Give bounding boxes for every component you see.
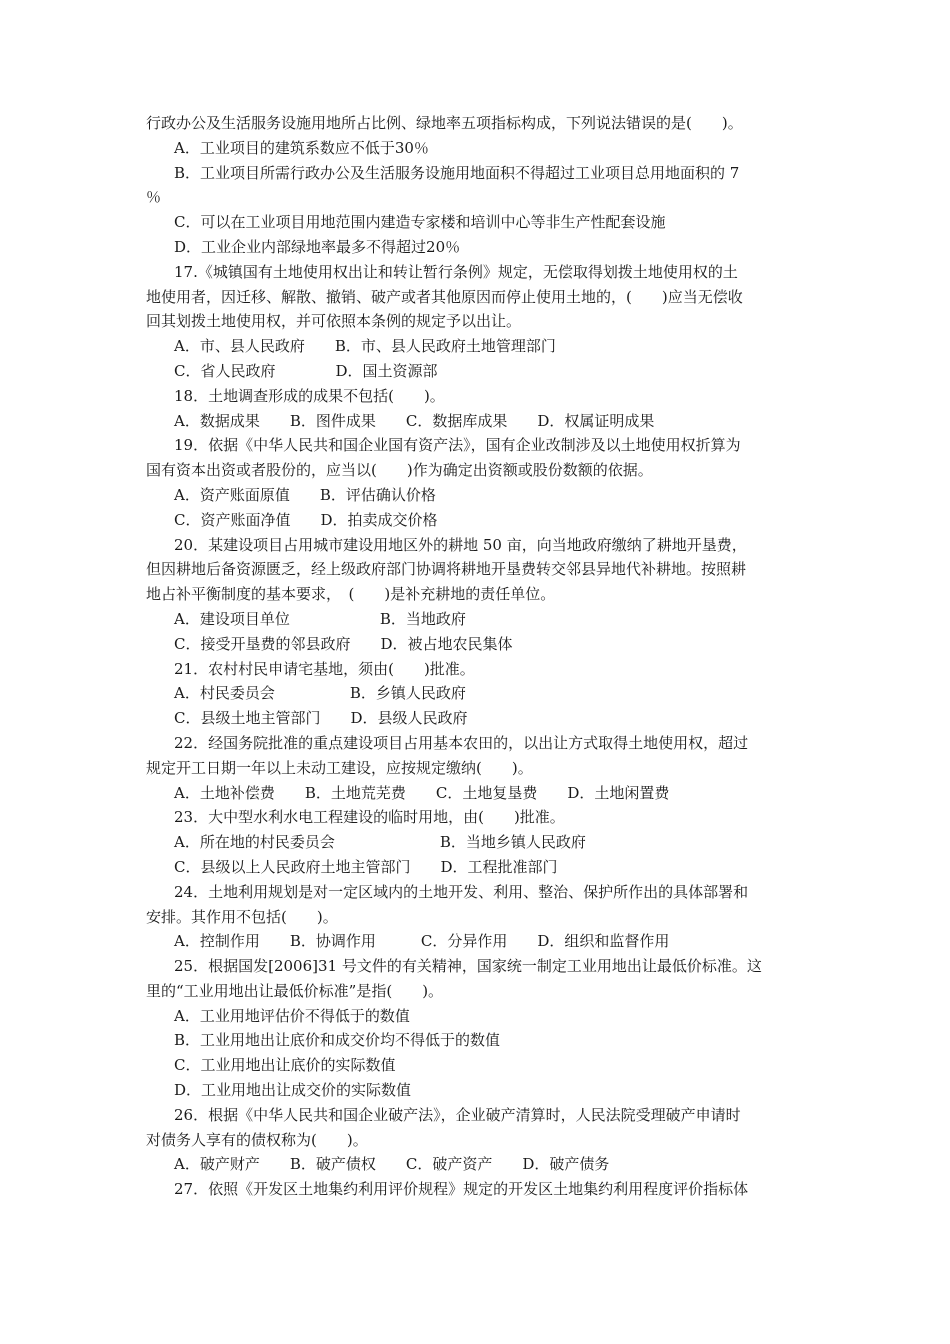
answer-option-line: C．工业用地出让底价的实际数值 <box>174 1056 396 1075</box>
text-line: 里的“工业用地出让最低价标准”是指( )。 <box>146 981 444 1000</box>
text-line: ％ <box>146 188 162 207</box>
question-line: 25．根据国发[2006]31 号文件的有关精神，国家统一制定工业用地出让最低价标准。这 <box>174 957 762 976</box>
answer-option-line: A．工业用地评估价不得低于的数值 <box>174 1006 410 1025</box>
question-line: 20．某建设项目占用城市建设用地区外的耕地 50 亩，向当地政府缴纳了耕地开垦费， <box>174 535 747 554</box>
question-line: 19．依据《中华人民共和国企业国有资产法》，国有企业改制涉及以土地使用权折算为 <box>174 436 741 455</box>
question-line: 27．依照《开发区土地集约利用评价规程》规定的开发区土地集约利用程度评价指标体 <box>174 1180 749 1199</box>
answer-option-line: C．接受开垦费的邻县政府 D．被占地农民集体 <box>174 634 513 653</box>
text-line: 回其划拨土地使用权，并可依照本条例的规定予以出让。 <box>146 312 522 331</box>
answer-option-line: C．可以在工业项目用地范围内建造专家楼和培训中心等非生产性配套设施 <box>174 213 666 232</box>
question-line: 17.《城镇国有土地使用权出让和转让暂行条例》规定，无偿取得划拨土地使用权的土 <box>174 262 738 281</box>
answer-option-line: A．控制作用 B．协调作用 C．分异作用 D．组织和监督作用 <box>174 932 670 951</box>
answer-option-line: A．村民委员会 B．乡镇人民政府 <box>174 684 466 703</box>
text-line: 行政办公及生活服务设施用地所占比例、绿地率五项指标构成，下列说法错误的是( )。 <box>146 114 743 132</box>
answer-option-line: A．工业项目的建筑系数应不低于30％ <box>174 138 429 157</box>
text-line: 地占补平衡制度的基本要求， ( )是补充耕地的责任单位。 <box>146 585 556 604</box>
answer-option-line: D．工业企业内部绿地率最多不得超过20％ <box>174 237 461 256</box>
text-line: 规定开工日期一年以上未动工建设，应按规定缴纳( )。 <box>146 758 533 777</box>
question-line: 23．大中型水利水电工程建设的临时用地，由( )批准。 <box>174 808 565 827</box>
text-line: 对债务人享有的债权称为( )。 <box>146 1130 368 1149</box>
question-line: 21．农村村民申请宅基地，须由( )批准。 <box>174 659 475 678</box>
answer-option-line: D．工业用地出让成交价的实际数值 <box>174 1081 412 1100</box>
answer-option-line: A．土地补偿费 B．土地荒芜费 C．土地复垦费 D．土地闲置费 <box>174 783 670 802</box>
answer-option-line: B．工业项目所需行政办公及生活服务设施用地面积不得超过工业项目总用地面积的 7 <box>174 163 740 182</box>
question-line: 26．根据《中华人民共和国企业破产法》，企业破产清算时，人民法院受理破产申请时 <box>174 1105 741 1124</box>
answer-option-line: C．资产账面净值 D．拍卖成交价格 <box>174 510 438 529</box>
text-line: 但因耕地后备资源匮乏，经上级政府部门协调将耕地开垦费转交邻县异地代补耕地。按照耕 <box>146 560 747 579</box>
answer-option-line: A．资产账面原值 B．评估确认价格 <box>174 485 436 504</box>
question-line: 24．土地利用规划是对一定区域内的土地开发、利用、整治、保护所作出的具体部署和 <box>174 882 749 901</box>
question-line: 18．土地调查形成的成果不包括( )。 <box>174 386 445 405</box>
answer-option-line: B．工业用地出让底价和成交价均不得低于的数值 <box>174 1031 501 1050</box>
answer-option-line: A．破产财产 B．破产债权 C．破产资产 D．破产债务 <box>174 1155 610 1174</box>
answer-option-line: A．市、县人民政府 B．市、县人民政府土地管理部门 <box>174 337 556 356</box>
text-line: 国有资本出资或者股份的，应当以( )作为确定出资额或股份数额的依据。 <box>146 461 653 480</box>
answer-option-line: A．数据成果 B．图件成果 C．数据库成果 D．权属证明成果 <box>174 411 655 430</box>
answer-option-line: C．省人民政府 D．国土资源部 <box>174 361 438 380</box>
document-page <box>146 111 808 1202</box>
answer-option-line: C．县级以上人民政府土地主管部门 D．工程批准部门 <box>174 857 558 876</box>
question-line: 22．经国务院批准的重点建设项目占用基本农田的，以出让方式取得土地使用权，超过 <box>174 733 749 752</box>
answer-option-line: C．县级土地主管部门 D．县级人民政府 <box>174 709 468 728</box>
text-line: 地使用者，因迁移、解散、撤销、破产或者其他原因而停止使用土地的，( )应当无偿收 <box>146 287 743 306</box>
answer-option-line: A．所在地的村民委员会 B．当地乡镇人民政府 <box>174 833 586 852</box>
text-line: 安排。其作用不包括( )。 <box>146 907 338 926</box>
answer-option-line: A．建设项目单位 B．当地政府 <box>174 609 466 628</box>
